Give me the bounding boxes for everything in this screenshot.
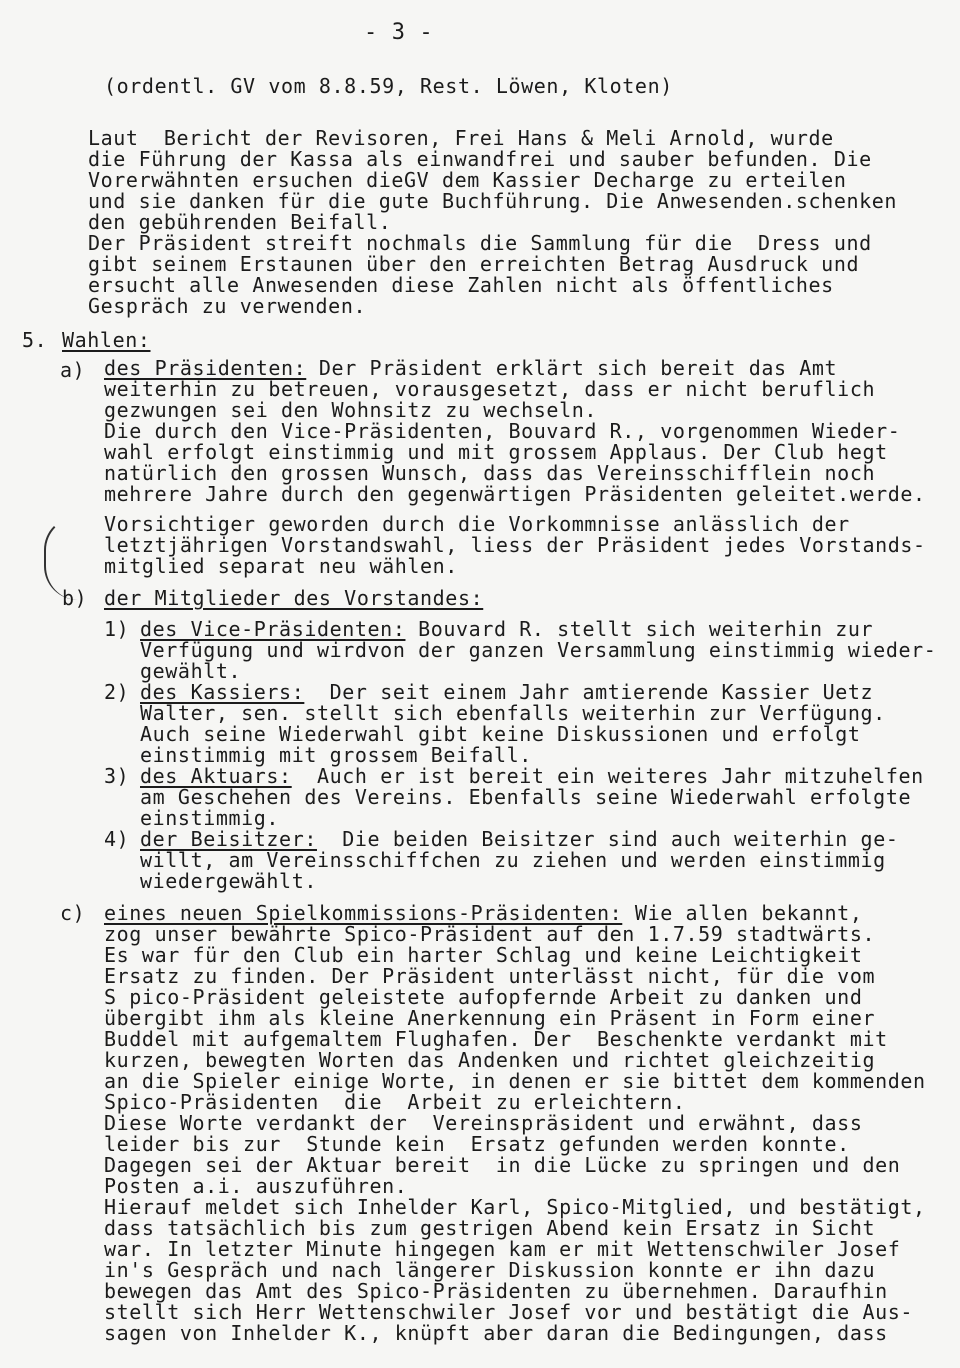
item-c-first-line — [104, 903, 862, 924]
subitem-heading: des Kassiers: — [140, 680, 305, 704]
subitem-line: willt, am Vereinsschiffchen zu ziehen und werden einstimmig — [140, 848, 886, 872]
paragraph-line: den gebührenden Beifall. — [88, 210, 392, 234]
subitem-line: gewählt. — [140, 659, 242, 683]
item-c-line: Buddel mit aufgemaltem Flughafen. Der Beschenkte verdankt mit — [104, 1027, 888, 1051]
item-a-line: mitglied separat neu wählen. — [104, 554, 458, 578]
section-title: Wahlen: — [62, 328, 151, 352]
subitem-line: einstimmig. — [140, 806, 280, 830]
subitem-marker: 1) — [104, 617, 130, 641]
item-a-heading: des Präsidenten: — [104, 356, 307, 380]
item-a-line: Vorsichtiger geworden durch die Vorkommnisse anlässlich der — [104, 512, 850, 536]
item-a-line: letztjährigen Vorstandswahl, liess der Präsident jedes Vorstands- — [104, 533, 926, 557]
item-c-first-rest: Wie allen bekannt, — [622, 901, 863, 925]
paragraph-line: ersucht alle Anwesenden diese Zahlen nicht als öffentliches — [88, 273, 834, 297]
subitem-first-line — [140, 619, 873, 640]
paragraph-line: Vorerwähnten ersuchen dieGV dem Kassier Decharge zu erteilen — [88, 168, 847, 192]
subitem-heading: der Beisitzer: — [140, 827, 317, 851]
subitem-heading: des Vice-Präsidenten: — [140, 617, 406, 641]
item-c-line: S pico-Präsident geleistete aufopfernde Arbeit zu danken und — [104, 985, 863, 1009]
subitem-line: Walter, sen. stellt sich ebenfalls weiterhin zur Verfügung. — [140, 701, 886, 725]
subitem-line: am Geschehen des Vereins. Ebenfalls seine Wiederwahl erfolgte — [140, 785, 912, 809]
page-number: - 3 - — [364, 20, 434, 45]
paragraph-line: gibt seinem Erstaunen über den erreichten Betrag Ausdruck und — [88, 252, 860, 276]
item-a-first-line — [104, 358, 837, 379]
item-c-line: in's Gespräch und nach längerer Diskussion konnte er ihn dazu — [104, 1258, 876, 1282]
paragraph-line: und sie danken für die gute Buchführung. Die Anwesenden.schenken — [88, 189, 898, 213]
item-c-line: leider bis zur Stunde kein Ersatz gefunden werden konnte. — [104, 1132, 850, 1156]
item-c-line: übergibt ihm als kleine Anerkennung ein Präsent in Form einer — [104, 1006, 876, 1030]
item-a-marker: a) — [60, 358, 86, 382]
paragraph-line: Gespräch zu verwenden. — [88, 294, 367, 318]
paragraph-line: die Führung der Kassa als einwandfrei und sauber befunden. Die — [88, 147, 872, 171]
item-c-line: Posten a.i. auszuführen. — [104, 1174, 408, 1198]
item-c-line: kurzen, bewegten Worten das Andenken und richtet gleichzeitig — [104, 1048, 876, 1072]
subitem-first-line — [140, 829, 898, 850]
item-c-line: stellt sich Herr Wettenschwiler Josef vor und bestätigt die Aus- — [104, 1300, 914, 1324]
item-c-line: Diese Worte verdankt der Vereinspräsident und erwähnt, dass — [104, 1111, 863, 1135]
subitem-first-line — [140, 766, 924, 787]
subitem-first-rest: Der seit einem Jahr amtierende Kassier Uetz — [304, 680, 874, 704]
subitem-marker: 2) — [104, 680, 130, 704]
subitem-first-rest: Bouvard R. stellt sich weiterhin zur — [405, 617, 874, 641]
item-c-line: Spico-Präsidenten die Arbeit zu erleichtern. — [104, 1090, 686, 1114]
paragraph-line: Der Präsident streift nochmals die Sammlung für die Dress und — [88, 231, 872, 255]
item-b-heading: der Mitglieder des Vorstandes: — [104, 586, 484, 610]
subitem-first-rest: Die beiden Beisitzer sind auch weiterhin ge- — [316, 827, 899, 851]
subitem-marker: 3) — [104, 764, 130, 788]
subitem-line: Verfügung und wirdvon der ganzen Versammlung einstimmig wieder- — [140, 638, 937, 662]
item-c-line: Es war für den Club ein harter Schlag und keine Leichtigkeit — [104, 943, 863, 967]
section-number: 5. — [22, 328, 48, 352]
item-b-marker: b) — [62, 586, 88, 610]
item-c-line: Ersatz zu finden. Der Präsident unterlässt nicht, für die vom — [104, 964, 876, 988]
paragraph-line: Laut Bericht der Revisoren, Frei Hans & Meli Arnold, wurde — [88, 126, 834, 150]
item-c-line: bewegen das Amt des Spico-Präsidenten zu übernehmen. Daraufhin — [104, 1279, 888, 1303]
item-a-line: wahl erfolgt einstimmig und mit grossem Applaus. Der Club hegt — [104, 440, 888, 464]
subitem-first-line — [140, 682, 873, 703]
meeting-header: (ordentl. GV vom 8.8.59, Rest. Löwen, Kloten) — [104, 74, 673, 98]
item-a-line: gezwungen sei den Wohnsitz zu wechseln. — [104, 398, 597, 422]
item-c-line: sagen von Inhelder K., knüpft aber daran die Bedingungen, dass — [104, 1321, 888, 1345]
item-c-line: war. In letzter Minute hingegen kam er mit Wettenschwiler Josef — [104, 1237, 901, 1261]
item-c-marker: c) — [60, 901, 86, 925]
item-c-heading: eines neuen Spielkommissions-Präsidenten: — [104, 901, 623, 925]
item-a-line: Die durch den Vice-Präsidenten, Bouvard R., vorgenommen Wieder- — [104, 419, 901, 443]
subitem-first-rest: Auch er ist bereit ein weiteres Jahr mitzuhelfen — [291, 764, 924, 788]
item-c-line: Dagegen sei der Aktuar bereit in die Lücke zu springen und den — [104, 1153, 901, 1177]
subitem-marker: 4) — [104, 827, 130, 851]
subitem-heading: des Aktuars: — [140, 764, 292, 788]
item-a-first-rest: Der Präsident erklärt sich bereit das Amt — [306, 356, 838, 380]
subitem-line: Auch seine Wiederwahl gibt keine Diskussionen und erfolgt — [140, 722, 861, 746]
item-a-line: weiterhin zu betreuen, vorausgesetzt, dass er nicht beruflich — [104, 377, 876, 401]
item-a-line: natürlich den grossen Wunsch, dass das Vereinsschifflein noch — [104, 461, 876, 485]
item-c-line: an die Spieler einige Worte, in denen er sie bittet dem kommenden — [104, 1069, 926, 1093]
item-c-line: dass tatsächlich bis zum gestrigen Abend kein Ersatz in Sicht — [104, 1216, 876, 1240]
item-c-line: zog unser bewährte Spico-Präsident auf den 1.7.59 stadtwärts. — [104, 922, 876, 946]
subitem-line: einstimmig mit grossem Beifall. — [140, 743, 532, 767]
item-a-line: mehrere Jahre durch den gegenwärtigen Präsidenten geleitet.werde. — [104, 482, 926, 506]
subitem-line: wiedergewählt. — [140, 869, 317, 893]
item-c-line: Hierauf meldet sich Inhelder Karl, Spico-Mitglied, und bestätigt, — [104, 1195, 926, 1219]
